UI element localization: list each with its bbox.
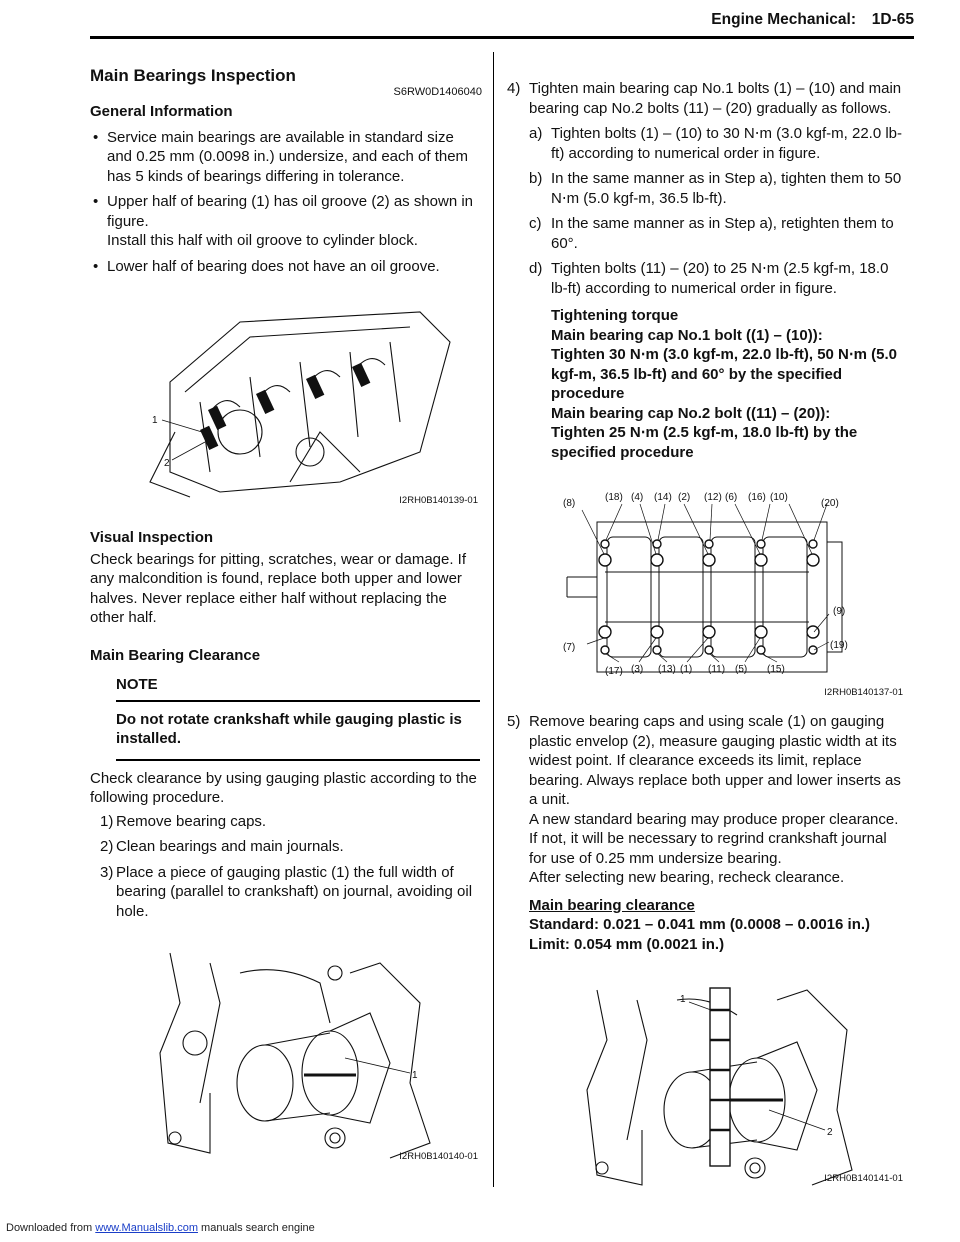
fig1-label-2: 2 <box>164 458 170 469</box>
note-label: NOTE <box>116 676 158 693</box>
fig4-label-2: 2 <box>827 1127 833 1138</box>
right-column <box>507 75 907 1190</box>
bolt-label: (1) <box>680 664 693 675</box>
list-item: 1) Remove bearing caps. <box>100 812 267 830</box>
bolt-label: (15) <box>767 664 785 675</box>
column-divider <box>493 52 494 1187</box>
list-item: • Upper half of bearing (1) has oil groove (2) as shown in figure. Install this half with oil groove to cylinder block. <box>90 192 482 251</box>
note-text: Do not rotate crankshaft while gauging plastic is installed. <box>116 710 462 747</box>
list-item: 4) Tighten main bearing cap No.1 bolts (1) – (10) and main bearing cap No.2 bolts (11) – (20) gradually as follows. a) Tighten bolts (1) – (10) to 30 N⋅m (3.0 kgf-m, 22.0 lb-ft) according to numerical order in figure. b) In the same manner as in Step a), tighten them to 50 N⋅m (5.0 kgf-m, 36.5 lb-ft). c) In the same manner as in Step a), retighten them to 60°. d) Tighten bolts (11) – (20) to 25 N⋅m (2.5 kgf-m, 18.0 lb-ft) according to numerical order in figure. Tightening torque Main bearing cap No.1 bolt ((1) – (10)): Tighten 30 N⋅m (3.0 kgf-m, 22.0 lb-ft), 50 N⋅m (5.0 kgf-m, 36.5 lb-ft) and 60° by the specified procedure Main bearing cap No.2 bolt ((11) – (20)): Tighten 25 N⋅m (2.5 kgf-m, 18.0 lb-ft) by the specified procedure <box>507 79 907 462</box>
general-info-heading: General Information <box>90 103 233 120</box>
section-code: S6RW0D1406040 <box>393 86 482 98</box>
step-4 <box>507 79 907 462</box>
bolt-label: (14) <box>654 492 672 503</box>
list-item: c) In the same manner as in Step a), retighten them to 60°. <box>529 215 894 252</box>
spec-standard: Standard: 0.021 – 0.041 mm (0.0008 – 0.0016 in.) <box>529 916 871 933</box>
bolt-label: (7) <box>563 642 576 653</box>
figure-bolt-order <box>507 482 907 704</box>
cylinder-block-illustration <box>90 282 482 512</box>
visual-inspection-heading: Visual Inspection <box>90 529 214 546</box>
bolt-label: (17) <box>605 666 623 677</box>
bolt-order-illustration <box>507 482 907 704</box>
list-item: 5) Remove bearing caps and using scale (1) on gauging plastic envelop (2), measure gauging plastic width at its widest point. If clearance exceeds its limit, replace bearing. Always replace both upper and lower inserts as a unit. A new standard bearing may produce proper clearance. If not, it will be necessary to regrind crankshaft journal for use of 0.25 mm undersize bearing. After selecting new bearing, recheck clearance. <box>507 713 901 886</box>
list-item: • Lower half of bearing does not have an oil groove. <box>90 257 482 277</box>
fig4-label-1: 1 <box>680 994 686 1005</box>
clearance-intro: Check clearance by using gauging plastic according to the following procedure. <box>90 769 477 806</box>
fig1-label-1: 1 <box>152 415 158 426</box>
bolt-label: (20) <box>821 498 839 509</box>
header-title: Engine Mechanical: <box>711 11 856 28</box>
bolt-label: (10) <box>770 492 788 503</box>
bolt-label: (19) <box>830 640 848 651</box>
bolt-label: (5) <box>735 664 748 675</box>
bolt-label: (11) <box>708 664 726 675</box>
bolt-label: (8) <box>563 498 576 509</box>
step-5 <box>507 712 907 888</box>
note-box <box>116 675 480 761</box>
spec-limit: Limit: 0.054 mm (0.0021 in.) <box>529 935 725 953</box>
bolt-label: (12) <box>704 492 722 503</box>
fig2-label-1: 1 <box>412 1070 418 1081</box>
manualslib-link[interactable]: www.Manualslib.com <box>95 1221 198 1234</box>
list-item: b) In the same manner as in Step a), tighten them to 50 N⋅m (5.0 kgf-m, 36.5 lb-ft). <box>529 170 902 207</box>
figure-measure-scale <box>507 970 907 1190</box>
figure-gauging-plastic <box>90 943 482 1168</box>
gauging-plastic-illustration <box>90 943 482 1168</box>
note-rule-bottom <box>116 759 480 761</box>
list-item: 3) Place a piece of gauging plastic (1) the full width of bearing (parallel to crankshaft) on journal, avoiding oil hole. <box>100 863 473 920</box>
bolt-label: (18) <box>605 492 623 503</box>
step-4-substeps <box>529 124 907 462</box>
bolt-label: (3) <box>631 664 644 675</box>
bolt-label: (4) <box>631 492 644 503</box>
page-footer: Downloaded from www.Manualslib.com manuals search engine <box>6 1221 315 1234</box>
bolt-label: (13) <box>658 664 676 675</box>
bolt-label: (9) <box>833 606 846 617</box>
header-rule <box>90 36 914 39</box>
left-column <box>90 64 482 1168</box>
header-page-number: 1D-65 <box>871 11 914 28</box>
list-item: 2) Clean bearings and main journals. <box>100 838 344 855</box>
torque-spec: Tightening torque Main bearing cap No.1 bolt ((1) – (10)): Tighten 30 N⋅m (3.0 kgf-m, 22.0 lb-ft), 50 N⋅m (5.0 kgf-m, 36.5 lb-ft) and 60° by the specified procedure Main bearing cap No.2 bolt ((11) – (20)): Tighten 25 N⋅m (2.5 kgf-m, 18.0 lb-ft) by the specified procedure <box>551 307 898 461</box>
bolt-label: (2) <box>678 492 691 503</box>
bolt-label: (6) <box>725 492 738 503</box>
figure-cylinder-block <box>90 282 482 512</box>
list-item: d) Tighten bolts (11) – (20) to 25 N⋅m (2.5 kgf-m, 18.0 lb-ft) according to numerical order in figure. Tightening torque Main bearing cap No.1 bolt ((1) – (10)): Tighten 30 N⋅m (3.0 kgf-m, 22.0 lb-ft), 50 N⋅m (5.0 kgf-m, 36.5 lb-ft) and 60° by the specified procedure Main bearing cap No.2 bolt ((11) – (20)): Tighten 25 N⋅m (2.5 kgf-m, 18.0 lb-ft) by the specified procedure <box>529 259 907 462</box>
figure-code: I2RH0B140139-01 <box>399 494 478 506</box>
visual-inspection-text: Check bearings for pitting, scratches, wear or damage. If any malcondition is found, replace both upper and lower halves. Never replace either half without replacing the other half. <box>90 550 467 626</box>
spec-heading: Main bearing clearance <box>529 896 695 914</box>
clearance-heading: Main Bearing Clearance <box>90 646 261 664</box>
section-title: Main Bearings Inspection S6RW0D1406040 <box>90 64 482 88</box>
figure-code: I2RH0B140140-01 <box>399 1150 478 1162</box>
measure-scale-illustration <box>507 970 907 1190</box>
clearance-steps <box>90 812 482 922</box>
figure-code: I2RH0B140137-01 <box>824 686 903 698</box>
list-item: a) Tighten bolts (1) – (10) to 30 N⋅m (3.0 kgf-m, 22.0 lb-ft) according to numerical order in figure. <box>529 125 903 162</box>
list-item: • Service main bearings are available in standard size and 0.25 mm (0.0098 in.) undersize, and each of them has 5 kinds of bearings differing in tolerance. <box>90 128 482 187</box>
figure-code: I2RH0B140141-01 <box>824 1172 903 1184</box>
bolt-label: (16) <box>748 492 766 503</box>
general-info-list <box>90 128 482 277</box>
